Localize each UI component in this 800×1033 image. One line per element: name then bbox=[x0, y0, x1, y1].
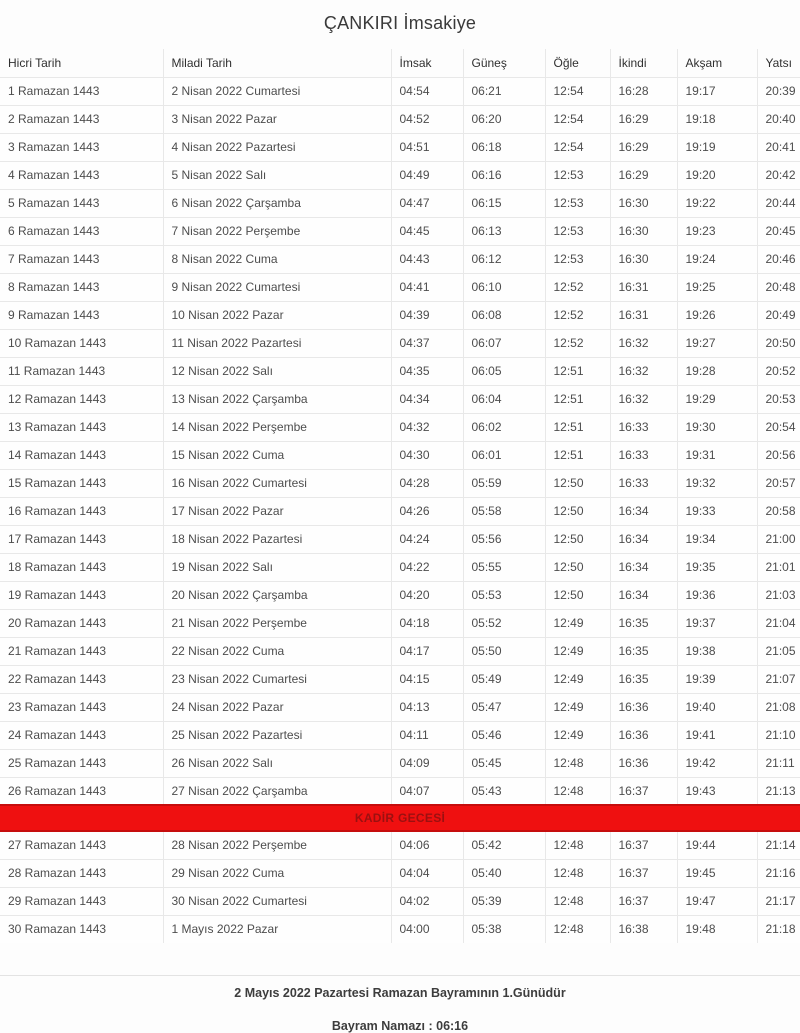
table-row bbox=[0, 497, 800, 525]
table-row bbox=[0, 245, 800, 273]
table-cell: 21:03 bbox=[757, 581, 800, 609]
table-cell: 16:34 bbox=[610, 497, 677, 525]
table-row bbox=[0, 357, 800, 385]
table-cell: 19:41 bbox=[677, 721, 757, 749]
table-cell: 1 Ramazan 1443 bbox=[0, 77, 163, 105]
table-row bbox=[0, 525, 800, 553]
table-cell: 16:29 bbox=[610, 133, 677, 161]
table-cell: 16:37 bbox=[610, 887, 677, 915]
table-cell: 20:49 bbox=[757, 301, 800, 329]
table-cell: 04:15 bbox=[391, 665, 463, 693]
table-cell: 06:07 bbox=[463, 329, 545, 357]
table-row bbox=[0, 273, 800, 301]
kadir-gecesi-banner bbox=[0, 805, 800, 831]
table-cell: 06:02 bbox=[463, 413, 545, 441]
table-cell: 19:40 bbox=[677, 693, 757, 721]
table-cell: 12:53 bbox=[545, 189, 610, 217]
table-cell: 12:54 bbox=[545, 133, 610, 161]
table-cell: 16:37 bbox=[610, 859, 677, 887]
table-cell: 04:24 bbox=[391, 525, 463, 553]
table-cell: 05:47 bbox=[463, 693, 545, 721]
table-cell: 6 Nisan 2022 Çarşamba bbox=[163, 189, 391, 217]
table-cell: 16:36 bbox=[610, 721, 677, 749]
table-cell: 8 Ramazan 1443 bbox=[0, 273, 163, 301]
table-cell: 19:38 bbox=[677, 637, 757, 665]
column-header-7: Yatsı bbox=[757, 49, 800, 77]
table-cell: 04:32 bbox=[391, 413, 463, 441]
table-cell: 12:48 bbox=[545, 749, 610, 777]
table-cell: 19:28 bbox=[677, 357, 757, 385]
table-cell: 19:42 bbox=[677, 749, 757, 777]
table-cell: 21:05 bbox=[757, 637, 800, 665]
table-cell: 20:50 bbox=[757, 329, 800, 357]
table-cell: 19:29 bbox=[677, 385, 757, 413]
table-row bbox=[0, 915, 800, 943]
table-cell: 06:18 bbox=[463, 133, 545, 161]
table-cell: 13 Ramazan 1443 bbox=[0, 413, 163, 441]
table-row bbox=[0, 609, 800, 637]
table-cell: 20:56 bbox=[757, 441, 800, 469]
table-cell: 20:39 bbox=[757, 77, 800, 105]
table-cell: 30 Nisan 2022 Cumartesi bbox=[163, 887, 391, 915]
table-cell: 28 Ramazan 1443 bbox=[0, 859, 163, 887]
table-cell: 19:39 bbox=[677, 665, 757, 693]
table-row bbox=[0, 637, 800, 665]
table-cell: 20:44 bbox=[757, 189, 800, 217]
table-cell: 12:53 bbox=[545, 245, 610, 273]
table-cell: 16:36 bbox=[610, 749, 677, 777]
table-cell: 15 Ramazan 1443 bbox=[0, 469, 163, 497]
table-cell: 05:40 bbox=[463, 859, 545, 887]
table-cell: 20:46 bbox=[757, 245, 800, 273]
table-cell: 21:14 bbox=[757, 831, 800, 859]
table-cell: 21:01 bbox=[757, 553, 800, 581]
table-cell: 19:37 bbox=[677, 609, 757, 637]
table-row bbox=[0, 693, 800, 721]
table-cell: 12 Ramazan 1443 bbox=[0, 385, 163, 413]
table-cell: 20 Ramazan 1443 bbox=[0, 609, 163, 637]
table-cell: 12:51 bbox=[545, 441, 610, 469]
table-cell: 12:49 bbox=[545, 693, 610, 721]
table-cell: 16:33 bbox=[610, 413, 677, 441]
table-cell: 06:13 bbox=[463, 217, 545, 245]
table-cell: 12:48 bbox=[545, 915, 610, 943]
table-cell: 12:54 bbox=[545, 77, 610, 105]
table-cell: 12:52 bbox=[545, 273, 610, 301]
table-cell: 19:30 bbox=[677, 413, 757, 441]
table-cell: 11 Ramazan 1443 bbox=[0, 357, 163, 385]
table-cell: 16:32 bbox=[610, 385, 677, 413]
table-cell: 19 Ramazan 1443 bbox=[0, 581, 163, 609]
table-cell: 04:13 bbox=[391, 693, 463, 721]
table-cell: 16:29 bbox=[610, 105, 677, 133]
table-cell: 9 Ramazan 1443 bbox=[0, 301, 163, 329]
table-cell: 22 Ramazan 1443 bbox=[0, 665, 163, 693]
table-cell: 12:51 bbox=[545, 357, 610, 385]
table-cell: 05:45 bbox=[463, 749, 545, 777]
table-cell: 12:48 bbox=[545, 777, 610, 805]
table-cell: 16:36 bbox=[610, 693, 677, 721]
table-cell: 11 Nisan 2022 Pazartesi bbox=[163, 329, 391, 357]
table-row bbox=[0, 831, 800, 859]
table-cell: 12:50 bbox=[545, 469, 610, 497]
table-cell: 16:37 bbox=[610, 777, 677, 805]
table-cell: 6 Ramazan 1443 bbox=[0, 217, 163, 245]
table-cell: 20:40 bbox=[757, 105, 800, 133]
table-cell: 04:54 bbox=[391, 77, 463, 105]
table-cell: 9 Nisan 2022 Cumartesi bbox=[163, 273, 391, 301]
table-cell: 16:32 bbox=[610, 357, 677, 385]
footer bbox=[0, 975, 800, 1033]
table-cell: 04:49 bbox=[391, 161, 463, 189]
table-cell: 21:08 bbox=[757, 693, 800, 721]
table-cell: 16:31 bbox=[610, 273, 677, 301]
table-cell: 05:43 bbox=[463, 777, 545, 805]
table-cell: 21:16 bbox=[757, 859, 800, 887]
table-cell: 12:53 bbox=[545, 217, 610, 245]
table-cell: 21:17 bbox=[757, 887, 800, 915]
table-cell: 19:31 bbox=[677, 441, 757, 469]
table-cell: 30 Ramazan 1443 bbox=[0, 915, 163, 943]
table-cell: 05:38 bbox=[463, 915, 545, 943]
table-cell: 06:08 bbox=[463, 301, 545, 329]
table-cell: 20:41 bbox=[757, 133, 800, 161]
table-cell: 21:10 bbox=[757, 721, 800, 749]
table-cell: 19:20 bbox=[677, 161, 757, 189]
table-row bbox=[0, 887, 800, 915]
table-cell: 19:25 bbox=[677, 273, 757, 301]
table-cell: 06:10 bbox=[463, 273, 545, 301]
table-cell: 06:04 bbox=[463, 385, 545, 413]
table-cell: 12 Nisan 2022 Salı bbox=[163, 357, 391, 385]
table-cell: 18 Nisan 2022 Pazartesi bbox=[163, 525, 391, 553]
table-cell: 21:11 bbox=[757, 749, 800, 777]
table-cell: 16:30 bbox=[610, 189, 677, 217]
table-cell: 12:50 bbox=[545, 553, 610, 581]
table-cell: 23 Ramazan 1443 bbox=[0, 693, 163, 721]
table-cell: 12:49 bbox=[545, 637, 610, 665]
table-cell: 1 Mayıs 2022 Pazar bbox=[163, 915, 391, 943]
table-row bbox=[0, 301, 800, 329]
page-title: ÇANKIRI İmsakiye bbox=[323, 13, 477, 33]
table-cell: 04:30 bbox=[391, 441, 463, 469]
table-cell: 20:58 bbox=[757, 497, 800, 525]
table-row bbox=[0, 385, 800, 413]
table-cell: 12:50 bbox=[545, 497, 610, 525]
table-cell: 23 Nisan 2022 Cumartesi bbox=[163, 665, 391, 693]
table-cell: 05:39 bbox=[463, 887, 545, 915]
table-cell: 2 Nisan 2022 Cumartesi bbox=[163, 77, 391, 105]
column-header-6: Akşam bbox=[677, 49, 757, 77]
table-body bbox=[0, 77, 800, 943]
table-row bbox=[0, 217, 800, 245]
table-cell: 05:42 bbox=[463, 831, 545, 859]
table-cell: 24 Ramazan 1443 bbox=[0, 721, 163, 749]
table-cell: 04:20 bbox=[391, 581, 463, 609]
table-cell: 16 Nisan 2022 Cumartesi bbox=[163, 469, 391, 497]
table-cell: 16:33 bbox=[610, 469, 677, 497]
table-cell: 04:28 bbox=[391, 469, 463, 497]
table-cell: 04:04 bbox=[391, 859, 463, 887]
table-cell: 20:52 bbox=[757, 357, 800, 385]
table-cell: 10 Ramazan 1443 bbox=[0, 329, 163, 357]
table-cell: 19:36 bbox=[677, 581, 757, 609]
table-row bbox=[0, 859, 800, 887]
table-cell: 18 Ramazan 1443 bbox=[0, 553, 163, 581]
table-cell: 19:19 bbox=[677, 133, 757, 161]
table-row bbox=[0, 133, 800, 161]
table-cell: 12:49 bbox=[545, 721, 610, 749]
table-cell: 12:49 bbox=[545, 609, 610, 637]
table-cell: 13 Nisan 2022 Çarşamba bbox=[163, 385, 391, 413]
table-cell: 04:09 bbox=[391, 749, 463, 777]
column-header-3: Güneş bbox=[463, 49, 545, 77]
table-cell: 16:37 bbox=[610, 831, 677, 859]
table-cell: 05:46 bbox=[463, 721, 545, 749]
table-cell: 26 Nisan 2022 Salı bbox=[163, 749, 391, 777]
table-cell: 7 Ramazan 1443 bbox=[0, 245, 163, 273]
column-header-4: Öğle bbox=[545, 49, 610, 77]
table-cell: 21 Ramazan 1443 bbox=[0, 637, 163, 665]
table-row bbox=[0, 77, 800, 105]
table-cell: 19:23 bbox=[677, 217, 757, 245]
table-cell: 04:17 bbox=[391, 637, 463, 665]
table-row bbox=[0, 329, 800, 357]
table-row bbox=[0, 161, 800, 189]
table-cell: 26 Ramazan 1443 bbox=[0, 777, 163, 805]
table-cell: 19:45 bbox=[677, 859, 757, 887]
table-cell: 05:56 bbox=[463, 525, 545, 553]
table-cell: 3 Nisan 2022 Pazar bbox=[163, 105, 391, 133]
table-cell: 12:52 bbox=[545, 329, 610, 357]
table-cell: 27 Ramazan 1443 bbox=[0, 831, 163, 859]
table-cell: 19:34 bbox=[677, 525, 757, 553]
table-cell: 04:52 bbox=[391, 105, 463, 133]
table-cell: 04:45 bbox=[391, 217, 463, 245]
table-cell: 12:49 bbox=[545, 665, 610, 693]
table-cell: 19:18 bbox=[677, 105, 757, 133]
table-cell: 04:11 bbox=[391, 721, 463, 749]
table-cell: 14 Ramazan 1443 bbox=[0, 441, 163, 469]
table-cell: 19:35 bbox=[677, 553, 757, 581]
table-cell: 16:34 bbox=[610, 553, 677, 581]
table-row bbox=[0, 777, 800, 805]
table-cell: 04:34 bbox=[391, 385, 463, 413]
table-cell: 16:30 bbox=[610, 245, 677, 273]
table-cell: 16:34 bbox=[610, 581, 677, 609]
table-cell: 25 Nisan 2022 Pazartesi bbox=[163, 721, 391, 749]
table-cell: 19 Nisan 2022 Salı bbox=[163, 553, 391, 581]
table-cell: 04:51 bbox=[391, 133, 463, 161]
table-cell: 16:35 bbox=[610, 637, 677, 665]
table-cell: 04:02 bbox=[391, 887, 463, 915]
table-cell: 04:06 bbox=[391, 831, 463, 859]
table-cell: 4 Nisan 2022 Pazartesi bbox=[163, 133, 391, 161]
table-cell: 16:28 bbox=[610, 77, 677, 105]
table-cell: 06:15 bbox=[463, 189, 545, 217]
table-cell: 04:39 bbox=[391, 301, 463, 329]
table-cell: 20 Nisan 2022 Çarşamba bbox=[163, 581, 391, 609]
table-row bbox=[0, 189, 800, 217]
table-cell: 04:07 bbox=[391, 777, 463, 805]
table-cell: 29 Ramazan 1443 bbox=[0, 887, 163, 915]
table-cell: 05:52 bbox=[463, 609, 545, 637]
table-cell: 06:21 bbox=[463, 77, 545, 105]
table-cell: 19:32 bbox=[677, 469, 757, 497]
table-cell: 19:44 bbox=[677, 831, 757, 859]
table-cell: 12:48 bbox=[545, 887, 610, 915]
table-cell: 06:16 bbox=[463, 161, 545, 189]
bayram-note: 2 Mayıs 2022 Pazartesi Ramazan Bayramının 1.Günüdür bbox=[234, 986, 566, 1000]
table-cell: 04:47 bbox=[391, 189, 463, 217]
column-header-5: İkindi bbox=[610, 49, 677, 77]
table-cell: 06:01 bbox=[463, 441, 545, 469]
table-cell: 12:50 bbox=[545, 525, 610, 553]
table-cell: 12:48 bbox=[545, 831, 610, 859]
table-cell: 12:50 bbox=[545, 581, 610, 609]
table-cell: 04:41 bbox=[391, 273, 463, 301]
table-cell: 20:54 bbox=[757, 413, 800, 441]
table-cell: 21:18 bbox=[757, 915, 800, 943]
table-cell: 5 Ramazan 1443 bbox=[0, 189, 163, 217]
table-cell: 19:22 bbox=[677, 189, 757, 217]
table-cell: 12:51 bbox=[545, 385, 610, 413]
table-cell: 19:48 bbox=[677, 915, 757, 943]
table-cell: 12:54 bbox=[545, 105, 610, 133]
table-cell: 19:27 bbox=[677, 329, 757, 357]
table-cell: 5 Nisan 2022 Salı bbox=[163, 161, 391, 189]
table-cell: 16:34 bbox=[610, 525, 677, 553]
table-cell: 10 Nisan 2022 Pazar bbox=[163, 301, 391, 329]
table-cell: 16:38 bbox=[610, 915, 677, 943]
column-header-0: Hicri Tarih bbox=[0, 49, 163, 77]
table-cell: 19:47 bbox=[677, 887, 757, 915]
table-row bbox=[0, 105, 800, 133]
column-header-1: Miladi Tarih bbox=[163, 49, 391, 77]
table-cell: 3 Ramazan 1443 bbox=[0, 133, 163, 161]
table-cell: 14 Nisan 2022 Perşembe bbox=[163, 413, 391, 441]
table-cell: 29 Nisan 2022 Cuma bbox=[163, 859, 391, 887]
table-row bbox=[0, 749, 800, 777]
table-cell: 21 Nisan 2022 Perşembe bbox=[163, 609, 391, 637]
table-cell: 12:53 bbox=[545, 161, 610, 189]
table-cell: 04:35 bbox=[391, 357, 463, 385]
table-header-row bbox=[0, 49, 800, 77]
table-row bbox=[0, 721, 800, 749]
table-cell: 24 Nisan 2022 Pazar bbox=[163, 693, 391, 721]
table-cell: 05:59 bbox=[463, 469, 545, 497]
table-cell: 19:43 bbox=[677, 777, 757, 805]
table-cell: 05:49 bbox=[463, 665, 545, 693]
table-cell: 20:53 bbox=[757, 385, 800, 413]
kadir-gecesi-label: KADİR GECESİ bbox=[0, 805, 800, 831]
table-cell: 21:07 bbox=[757, 665, 800, 693]
table-cell: 20:48 bbox=[757, 273, 800, 301]
table-cell: 16:31 bbox=[610, 301, 677, 329]
table-cell: 16:35 bbox=[610, 665, 677, 693]
table-cell: 28 Nisan 2022 Perşembe bbox=[163, 831, 391, 859]
table-cell: 25 Ramazan 1443 bbox=[0, 749, 163, 777]
table-cell: 06:12 bbox=[463, 245, 545, 273]
table-row bbox=[0, 665, 800, 693]
table-cell: 06:05 bbox=[463, 357, 545, 385]
table-cell: 04:22 bbox=[391, 553, 463, 581]
table-cell: 05:50 bbox=[463, 637, 545, 665]
table-cell: 04:37 bbox=[391, 329, 463, 357]
table-cell: 05:55 bbox=[463, 553, 545, 581]
table-row bbox=[0, 413, 800, 441]
imsakiye-table bbox=[0, 49, 800, 943]
table-cell: 20:42 bbox=[757, 161, 800, 189]
table-cell: 8 Nisan 2022 Cuma bbox=[163, 245, 391, 273]
table-cell: 19:33 bbox=[677, 497, 757, 525]
table-cell: 04:26 bbox=[391, 497, 463, 525]
table-cell: 16:35 bbox=[610, 609, 677, 637]
table-row bbox=[0, 441, 800, 469]
table-cell: 20:57 bbox=[757, 469, 800, 497]
table-cell: 20:45 bbox=[757, 217, 800, 245]
table-cell: 7 Nisan 2022 Perşembe bbox=[163, 217, 391, 245]
table-cell: 12:52 bbox=[545, 301, 610, 329]
table-cell: 27 Nisan 2022 Çarşamba bbox=[163, 777, 391, 805]
table-cell: 19:24 bbox=[677, 245, 757, 273]
table-cell: 4 Ramazan 1443 bbox=[0, 161, 163, 189]
table-cell: 2 Ramazan 1443 bbox=[0, 105, 163, 133]
table-cell: 17 Ramazan 1443 bbox=[0, 525, 163, 553]
table-cell: 17 Nisan 2022 Pazar bbox=[163, 497, 391, 525]
table-cell: 04:18 bbox=[391, 609, 463, 637]
bayram-namazi-time: Bayram Namazı : 06:16 bbox=[331, 1019, 469, 1033]
table-cell: 21:04 bbox=[757, 609, 800, 637]
table-cell: 21:13 bbox=[757, 777, 800, 805]
table-row bbox=[0, 581, 800, 609]
table-cell: 12:51 bbox=[545, 413, 610, 441]
table-cell: 16:29 bbox=[610, 161, 677, 189]
table-cell: 16:32 bbox=[610, 329, 677, 357]
table-cell: 21:00 bbox=[757, 525, 800, 553]
column-header-2: İmsak bbox=[391, 49, 463, 77]
table-cell: 19:26 bbox=[677, 301, 757, 329]
table-cell: 16:33 bbox=[610, 441, 677, 469]
table-cell: 05:58 bbox=[463, 497, 545, 525]
table-cell: 22 Nisan 2022 Cuma bbox=[163, 637, 391, 665]
table-cell: 12:48 bbox=[545, 859, 610, 887]
table-cell: 15 Nisan 2022 Cuma bbox=[163, 441, 391, 469]
table-cell: 19:17 bbox=[677, 77, 757, 105]
table-cell: 04:43 bbox=[391, 245, 463, 273]
table-cell: 16:30 bbox=[610, 217, 677, 245]
table-row bbox=[0, 469, 800, 497]
table-cell: 06:20 bbox=[463, 105, 545, 133]
table-cell: 05:53 bbox=[463, 581, 545, 609]
table-cell: 16 Ramazan 1443 bbox=[0, 497, 163, 525]
table-cell: 04:00 bbox=[391, 915, 463, 943]
table-row bbox=[0, 553, 800, 581]
